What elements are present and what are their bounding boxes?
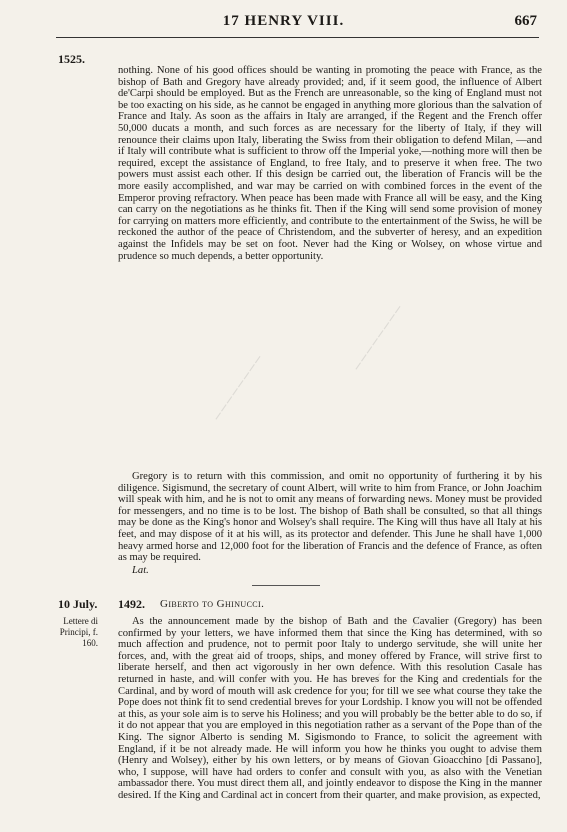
entry-number: 1492.: [118, 597, 145, 611]
page-number: 667: [514, 13, 537, 29]
margin-source: Lettere di Principi, f. 160.: [59, 616, 98, 648]
watermark: ────────: [190, 640, 249, 715]
running-head: 17 HENRY VIII.: [222, 13, 345, 29]
paragraph-letter: [118, 616, 542, 802]
paragraph-gregory: [118, 471, 542, 564]
paragraph-text: nothing. None of his good offices should be wanting in promoting the peace with France, as the bishop of Bath and Gregory have already provided; and, if it seem good, the influence of Albert de'Carpi should be employed. But as the French are unreasonable, so the king of England must not be too exacting on his side, as he cannot be engaged in anything more glorious than the salvation of France and Italy. As soon as the affairs in Italy are arranged, if the Regent and the French offer 50,000 ducats a month, and such forces as are necessary for the liberty of Italy, if they will renounce their claims upon Italy, liberating the Swiss from their obligation to defend Milan, —and if Italy will contribute what is sufficient to throw off the Imperial yoke,—nothing more will then be required, except the assistance of England, to free Italy, and to preserve it when free. The two powers must assist each other. If this design be carried out, the liberation of Francis will be the more easily accomplished, and war may be carried on with combined forces in the event of the Emperor proving refractory. When peace has been made with France all will be easy, and the King can carry on the negotiations as he thinks fit. Then if the King will send some provision of money for carrying on matters more efficiently, and contribute to the entertainment of the Swiss, he will be reckoned the author of the peace of Christendom, and the subverter of heresy, and an expedition against the Infidels may be set on foot. Never had the King or Wolsey, on whose virtue and prudence so much depends, a better opportunity.: [118, 65, 542, 262]
margin-year: 1525.: [58, 52, 85, 66]
margin-date: 10 July.: [58, 597, 98, 611]
watermark: ────────: [350, 300, 409, 375]
paragraph-text: Gregory is to return with this commission, and omit no opportunity of furthering it by his diligence. Sigismund, the secretary of count Albert, will write to him from France, or John Joachim will speak with him, and he is not to omit any means of forwarding news. Money must be provided for messengers, and no time is to be lost. The bishop of Bath shall be consulted, so that all things may be done as the King's honor and Wolsey's shall require. The King will thus have all Italy at his feet, and may dispose of it at his will, as its protector and defender. This June he shall have 1,000 heavy armed horse and 12,000 foot for the liberation of Francis and the defence of France, as often as may be required.: [118, 471, 542, 564]
paragraph-continuation: [118, 65, 542, 262]
entry-title: Giberto to Ghinucci.: [160, 598, 265, 610]
language-signoff: Lat.: [132, 565, 149, 576]
watermark: ────────: [370, 610, 429, 685]
paragraph-text: As the announcement made by the bishop of Bath and the Cavalier (Gregory) has been confirmed by your letters, we have informed them that since the King has determined, with so much affection and prudence, not to permit poor Italy to undergo servitude, she will unite her forces, and, with the great aid of troops, ships, and money offered by France, will strive first to liberate herself, and then act vigorously in her own defence. With this resolution Casale has returned in haste, and will confer with you. He has breves for the King and credentials for the Cardinal, and by word of mouth will ask credence for you; for till we see what course they take the Pope does not think fit to send credential breves for your Lordship. I know you will not be offended at this, as your sole aim is to serve his Holiness; and you will probably be the better able to do so, if it do not appear that you are employed in this negotiation rather as a servant of the Pope than of the King. The signor Alberto is sending M. Sigismondo to France, to solicit the agreement with England, if it be not already made. He will inform you how he thinks you ought to advise them (Henry and Wolsey), either by his own letters, or by means of Giovan Gioacchino [di Passano], who, I suppose, will have had orders to confer and consult with you, as also with the Venetian ambassador there. You must direct them all, and jointly endeavor to dispose the King in the manner desired. If the King and Cardinal act in concert from their quarter, and make provision, as expected,: [118, 616, 542, 801]
watermark: ────────: [210, 350, 269, 425]
header-rule: [56, 37, 539, 38]
entry-divider: [252, 585, 320, 586]
